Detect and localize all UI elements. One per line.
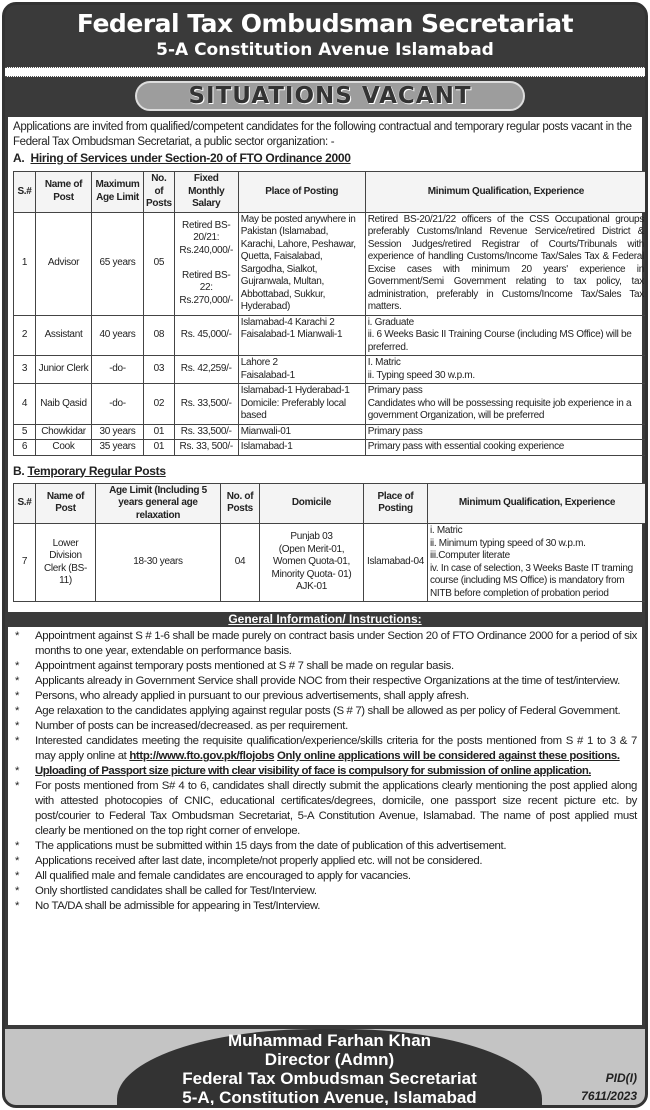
cell-post: Cook (36, 440, 92, 456)
cell-sn: 7 (14, 524, 36, 602)
cell-qual: i. Matric ii. Minimum typing speed of 30 w.p.m. iii.Computer literate iv. In case of selection, 3 Weeks Baste IT traming course (including MS Office) is mandatory from NITB before completion of probation period (428, 524, 647, 602)
cell-sn: 5 (14, 424, 36, 440)
cell-place: Islamabad-1 (238, 440, 365, 456)
cell-salary: Rs. 33,500/- (174, 384, 238, 425)
apply-online-link[interactable]: http://www.fto.gov.pk/flojobs (129, 750, 275, 762)
cell-posts: 03 (144, 356, 175, 384)
signatory-address: 5-A, Constitution Avenue, Islamabad (182, 1088, 477, 1107)
column-header: Minimum Qualification, Experience (428, 483, 647, 524)
column-header: Age Limit (Including 5 years general age relaxation (96, 483, 221, 524)
table-row (14, 356, 647, 384)
cell-domicile: Punjab 03 (Open Merit-01, Women Quota-01, Minority Quota- 01) AJK-01 (260, 524, 364, 602)
cell-posts: 01 (144, 440, 175, 456)
instruction-item (13, 869, 637, 884)
instruction-text: Appointment against S # 1-6 shall be made purely on contract basis under Section 20 of FTO Ordinance 2000 for a period of six months to one year, extendable on performance basis. (35, 630, 637, 657)
bullet-icon: * (15, 690, 20, 702)
cell-qual: I. Matric ii. Typing speed 30 w.p.m. (365, 356, 646, 384)
intro-text: Applications are invited from qualified/competent candidates for the following contractual and temporary regular posts vacant in the Federal Tax Ombudsman Secretariat, a public sector organization: - (13, 121, 632, 148)
cell-qual: Retired BS-20/21/22 officers of the CSS Occupational groups preferably Customs/Inland Revenue Service/retired District & Session Judges/retired Registrar of Courts/Tribunals with experience of handling Customs/Income Tax/Sales Tax & Federal Excise cases with minimum 20 years' experience in Government/Semi Government relating to tax policy, tax administration, preferably in Customs/Income Tax/Sales Tax matters. (365, 212, 646, 315)
table-row (14, 424, 647, 440)
column-header: S.# (14, 172, 36, 213)
instruction-text: Interested candidates meeting the requisite qualification/experience/skills criteria for the posts mentioned from S # 1 to 3 & 7 may apply online at (35, 735, 637, 762)
section-b-heading: B. Temporary Regular Posts (13, 463, 166, 478)
column-header: S.# (14, 483, 36, 524)
org-title: Federal Tax Ombudsman Secretariat (76, 9, 574, 38)
table-row (14, 384, 647, 425)
table-row (14, 524, 647, 602)
instruction-text: Applicants already in Government Service shall provide NOC from their respective Organizations at the time of test/interview. (35, 675, 620, 687)
table-row (14, 315, 647, 356)
cell-sn: 4 (14, 384, 36, 425)
cell-salary: Rs. 33,500/- (174, 424, 238, 440)
org-address: 5-A Constitution Avenue Islamabad (156, 40, 494, 60)
cell-sn: 3 (14, 356, 36, 384)
bullet-icon: * (15, 765, 19, 777)
bullet-icon: * (15, 705, 20, 717)
cell-posts: 01 (144, 424, 175, 440)
dotted-divider (5, 67, 645, 77)
cell-posts: 05 (144, 212, 175, 315)
bullet-icon: * (15, 900, 20, 912)
cell-salary: Retired BS-20/21: Rs.240,000/- Retired BS-22: Rs.270,000/- (174, 212, 238, 315)
bullet-icon: * (15, 885, 20, 897)
cell-post: Chowkidar (36, 424, 92, 440)
instruction-text: For posts mentioned from S# 4 to 6, candidates shall directly submit the applications clearly mentioning the post applied along with attested photocopies of CNIC, educational certificates/degrees, domicile, one passport size recent picture etc. by post/courier to Federal Tax Ombudsman Secretariat, 5-A Constitution Avenue, Islamabad. The name of post applied must clearly be mentioned on the top right corner of envelope. (35, 780, 637, 837)
signature-footer (5, 1029, 645, 1108)
bullet-icon: * (15, 840, 20, 852)
cell-place: Lahore 2 Faisalabad-1 (238, 356, 365, 384)
ad-body (8, 117, 642, 1025)
passport-notice: Uploading of Passport size picture with clear visibility of face is compulsory for submission of online application. (35, 765, 591, 777)
general-info-heading: General Information/ Instructions: (8, 612, 642, 627)
signatory-org: Federal Tax Ombudsman Secretariat (182, 1069, 477, 1088)
bullet-icon: * (15, 675, 20, 687)
section-b-table (13, 483, 647, 603)
column-header: Maximum Age Limit (92, 172, 144, 213)
column-header: Fixed Monthly Salary (174, 172, 238, 213)
signature-block (117, 1029, 542, 1108)
bullet-icon: * (15, 870, 20, 882)
instruction-item (13, 734, 637, 764)
cell-sn: 6 (14, 440, 36, 456)
instruction-text: Persons, who already applied in pursuant to our previous advertisements, shall apply afresh. (35, 690, 469, 702)
column-header: Name of Post (36, 483, 96, 524)
cell-age: -do- (92, 384, 144, 425)
instruction-text: The applications must be submitted within 15 days from the date of publication of this advertisement. (35, 840, 507, 852)
bullet-icon: * (15, 630, 20, 642)
cell-salary: Rs. 42,259/- (174, 356, 238, 384)
cell-posts: 04 (221, 524, 260, 602)
instruction-item (13, 629, 637, 659)
instruction-item (13, 689, 637, 704)
instruction-text: Age relaxation to the candidates applying against regular posts (S # 7) shall be allowed as per policy of Federal Govemment. (35, 705, 621, 717)
column-header: Domicile (260, 483, 364, 524)
instruction-text: Only shortlisted candidates shall be called for Test/Interview. (35, 885, 317, 897)
instruction-text: All qualified male and female candidates are encouraged to apply for vacancies. (35, 870, 411, 882)
instruction-text: No TA/DA shall be admissible for appearing in Test/Interview. (35, 900, 321, 912)
column-header: Minimum Qualification, Experience (365, 172, 646, 213)
table-row (14, 212, 647, 315)
cell-age: 40 years (92, 315, 144, 356)
instruction-item (13, 884, 637, 899)
cell-place: May be posted anywhere in Pakistan (Islamabad, Karachi, Lahore, Peshawar, Quetta, Faisalabad, Sargodha, Sialkot, Gujranwala, Multan, Abbottabad, Sukkur, Hyderabad) (238, 212, 365, 315)
cell-age: -do- (92, 356, 144, 384)
table-row (14, 440, 647, 456)
cell-post: Lower Division Clerk (BS-11) (36, 524, 96, 602)
cell-post: Assistant (36, 315, 92, 356)
online-only-notice: Only online applications will be considered against these positions. (277, 750, 620, 762)
cell-posts: 08 (144, 315, 175, 356)
cell-place: Islamabad-4 Karachi 2 Faisalabad-1 Mianwali-1 (238, 315, 365, 356)
bullet-icon: * (15, 855, 20, 867)
cell-age: 30 years (92, 424, 144, 440)
advertisement (2, 2, 648, 1108)
cell-sn: 1 (14, 212, 36, 315)
instruction-text: Number of posts can be increased/decreased. as per requirement. (35, 720, 348, 732)
instruction-item (13, 839, 637, 854)
bullet-icon: * (15, 780, 20, 792)
column-header: No. of Posts (221, 483, 260, 524)
cell-post: Junior Clerk (36, 356, 92, 384)
instruction-item (13, 854, 637, 869)
column-header: No. of Posts (144, 172, 175, 213)
cell-place: Islamabad-1 Hyderabad-1 Domicile: Preferably local based (238, 384, 365, 425)
cell-post: Advisor (36, 212, 92, 315)
signatory-name: Muhammad Farhan Khan (227, 1031, 432, 1050)
instruction-item (13, 899, 637, 914)
cell-qual: Primary pass with essential cooking experience (365, 440, 646, 456)
bullet-icon: * (15, 720, 20, 732)
instruction-item (13, 704, 637, 719)
instruction-item (13, 764, 637, 779)
cell-place: Mianwali-01 (238, 424, 365, 440)
cell-salary: Rs. 45,000/- (174, 315, 238, 356)
instruction-text: Appointment against temporary posts mentioned at S # 7 shall be made on regular basis. (35, 660, 454, 672)
instruction-item (13, 719, 637, 734)
cell-salary: Rs. 33, 500/- (174, 440, 238, 456)
column-header: Place of Posting (364, 483, 428, 524)
section-a-table (13, 171, 647, 456)
instruction-item (13, 674, 637, 689)
instruction-text: Applications received after last date, incomplete/not properly applied etc. will not be considered. (35, 855, 483, 867)
pid-number: PID(I) 7611/2023 (581, 1071, 637, 1103)
instruction-item (13, 659, 637, 674)
cell-age: 35 years (92, 440, 144, 456)
cell-qual: Primary pass (365, 424, 646, 440)
cell-age: 65 years (92, 212, 144, 315)
section-a-heading: A. Hiring of Services under Section-20 of FTO Ordinance 2000 (13, 151, 351, 165)
instructions-list (13, 629, 637, 914)
cell-sn: 2 (14, 315, 36, 356)
bullet-icon: * (15, 735, 20, 747)
column-header: Name of Post (36, 172, 92, 213)
cell-place: Islamabad-04 (364, 524, 428, 602)
cell-qual: i. Graduate ii. 6 Weeks Basic II Training Course (including MS Office) will be preferred. (365, 315, 646, 356)
cell-qual: Primary pass Candidates who will be possessing requisite job experience in a government Organization, will be preferred (365, 384, 646, 425)
cell-posts: 02 (144, 384, 175, 425)
cell-age: 18-30 years (96, 524, 221, 602)
cell-post: Naib Qasid (36, 384, 92, 425)
bullet-icon: * (15, 660, 20, 672)
column-header: Place of Posting (238, 172, 365, 213)
instruction-item (13, 779, 637, 839)
signatory-designation: Director (Admn) (264, 1050, 395, 1069)
situations-vacant-banner: SITUATIONS VACANT (135, 81, 525, 111)
